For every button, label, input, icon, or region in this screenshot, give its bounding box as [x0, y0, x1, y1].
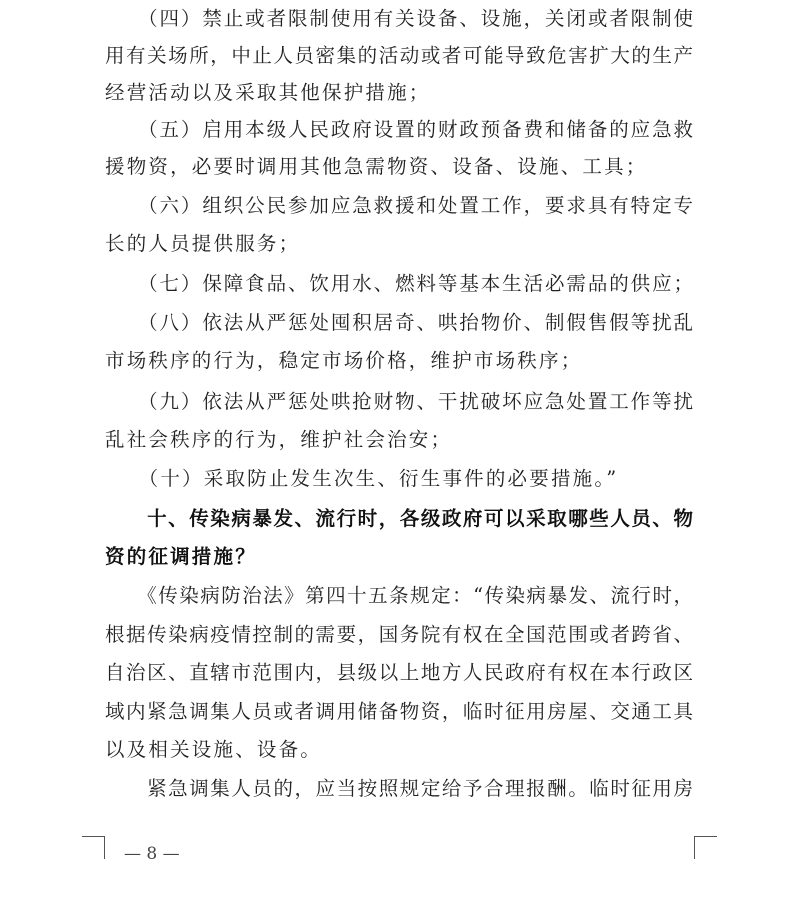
section-heading-line: 十、传染病暴发、流行时，各级政府可以采取哪些人员、物 — [105, 507, 693, 530]
text-line: （九）依法从严惩处哄抢财物、干扰破坏应急处置工作等扰 — [105, 390, 693, 413]
text-line: 乱社会秩序的行为，维护社会治安； — [105, 428, 453, 451]
text-line: 以及相关设施、设备。 — [105, 738, 323, 761]
text-line: 《传染病防治法》第四十五条规定：“传染病暴发、流行时， — [105, 584, 693, 607]
crop-mark-left — [82, 836, 105, 859]
text-line: 紧急调集人员的，应当按照规定给予合理报酬。临时征用房 — [105, 777, 693, 800]
text-line: （十）采取防止发生次生、衍生事件的必要措施。” — [105, 467, 619, 490]
text-line: 根据传染病疫情控制的需要，国务院有权在全国范围或者跨省、 — [105, 623, 693, 646]
text-line: 市场秩序的行为，稳定市场价格，维护市场秩序； — [105, 349, 583, 372]
text-line: （四）禁止或者限制使用有关设备、设施，关闭或者限制使 — [105, 7, 693, 30]
text-line: 经营活动以及采取其他保护措施； — [105, 81, 431, 104]
page-number: — 8 — — [124, 844, 180, 864]
text-line: 自治区、直辖市范围内，县级以上地方人民政府有权在本行政区 — [105, 661, 693, 684]
text-line: 域内紧急调集人员或者调用储备物资，临时征用房屋、交通工具 — [105, 700, 693, 723]
text-line: 用有关场所，中止人员密集的活动或者可能导致危害扩大的生产 — [105, 44, 693, 67]
text-line: （五）启用本级人民政府设置的财政预备费和储备的应急救 — [105, 118, 693, 141]
crop-mark-right — [694, 836, 717, 859]
text-line: （七）保障食品、饮用水、燃料等基本生活必需品的供应； — [105, 272, 693, 295]
text-line: （六）组织公民参加应急救援和处置工作，要求具有特定专 — [105, 194, 693, 217]
text-line: 长的人员提供服务； — [105, 232, 301, 255]
text-line: 援物资，必要时调用其他急需物资、设备、设施、工具； — [105, 155, 648, 178]
text-line: （八）依法从严惩处囤积居奇、哄抬物价、制假售假等扰乱 — [105, 311, 693, 334]
section-heading-line: 资的征调措施？ — [105, 545, 257, 568]
